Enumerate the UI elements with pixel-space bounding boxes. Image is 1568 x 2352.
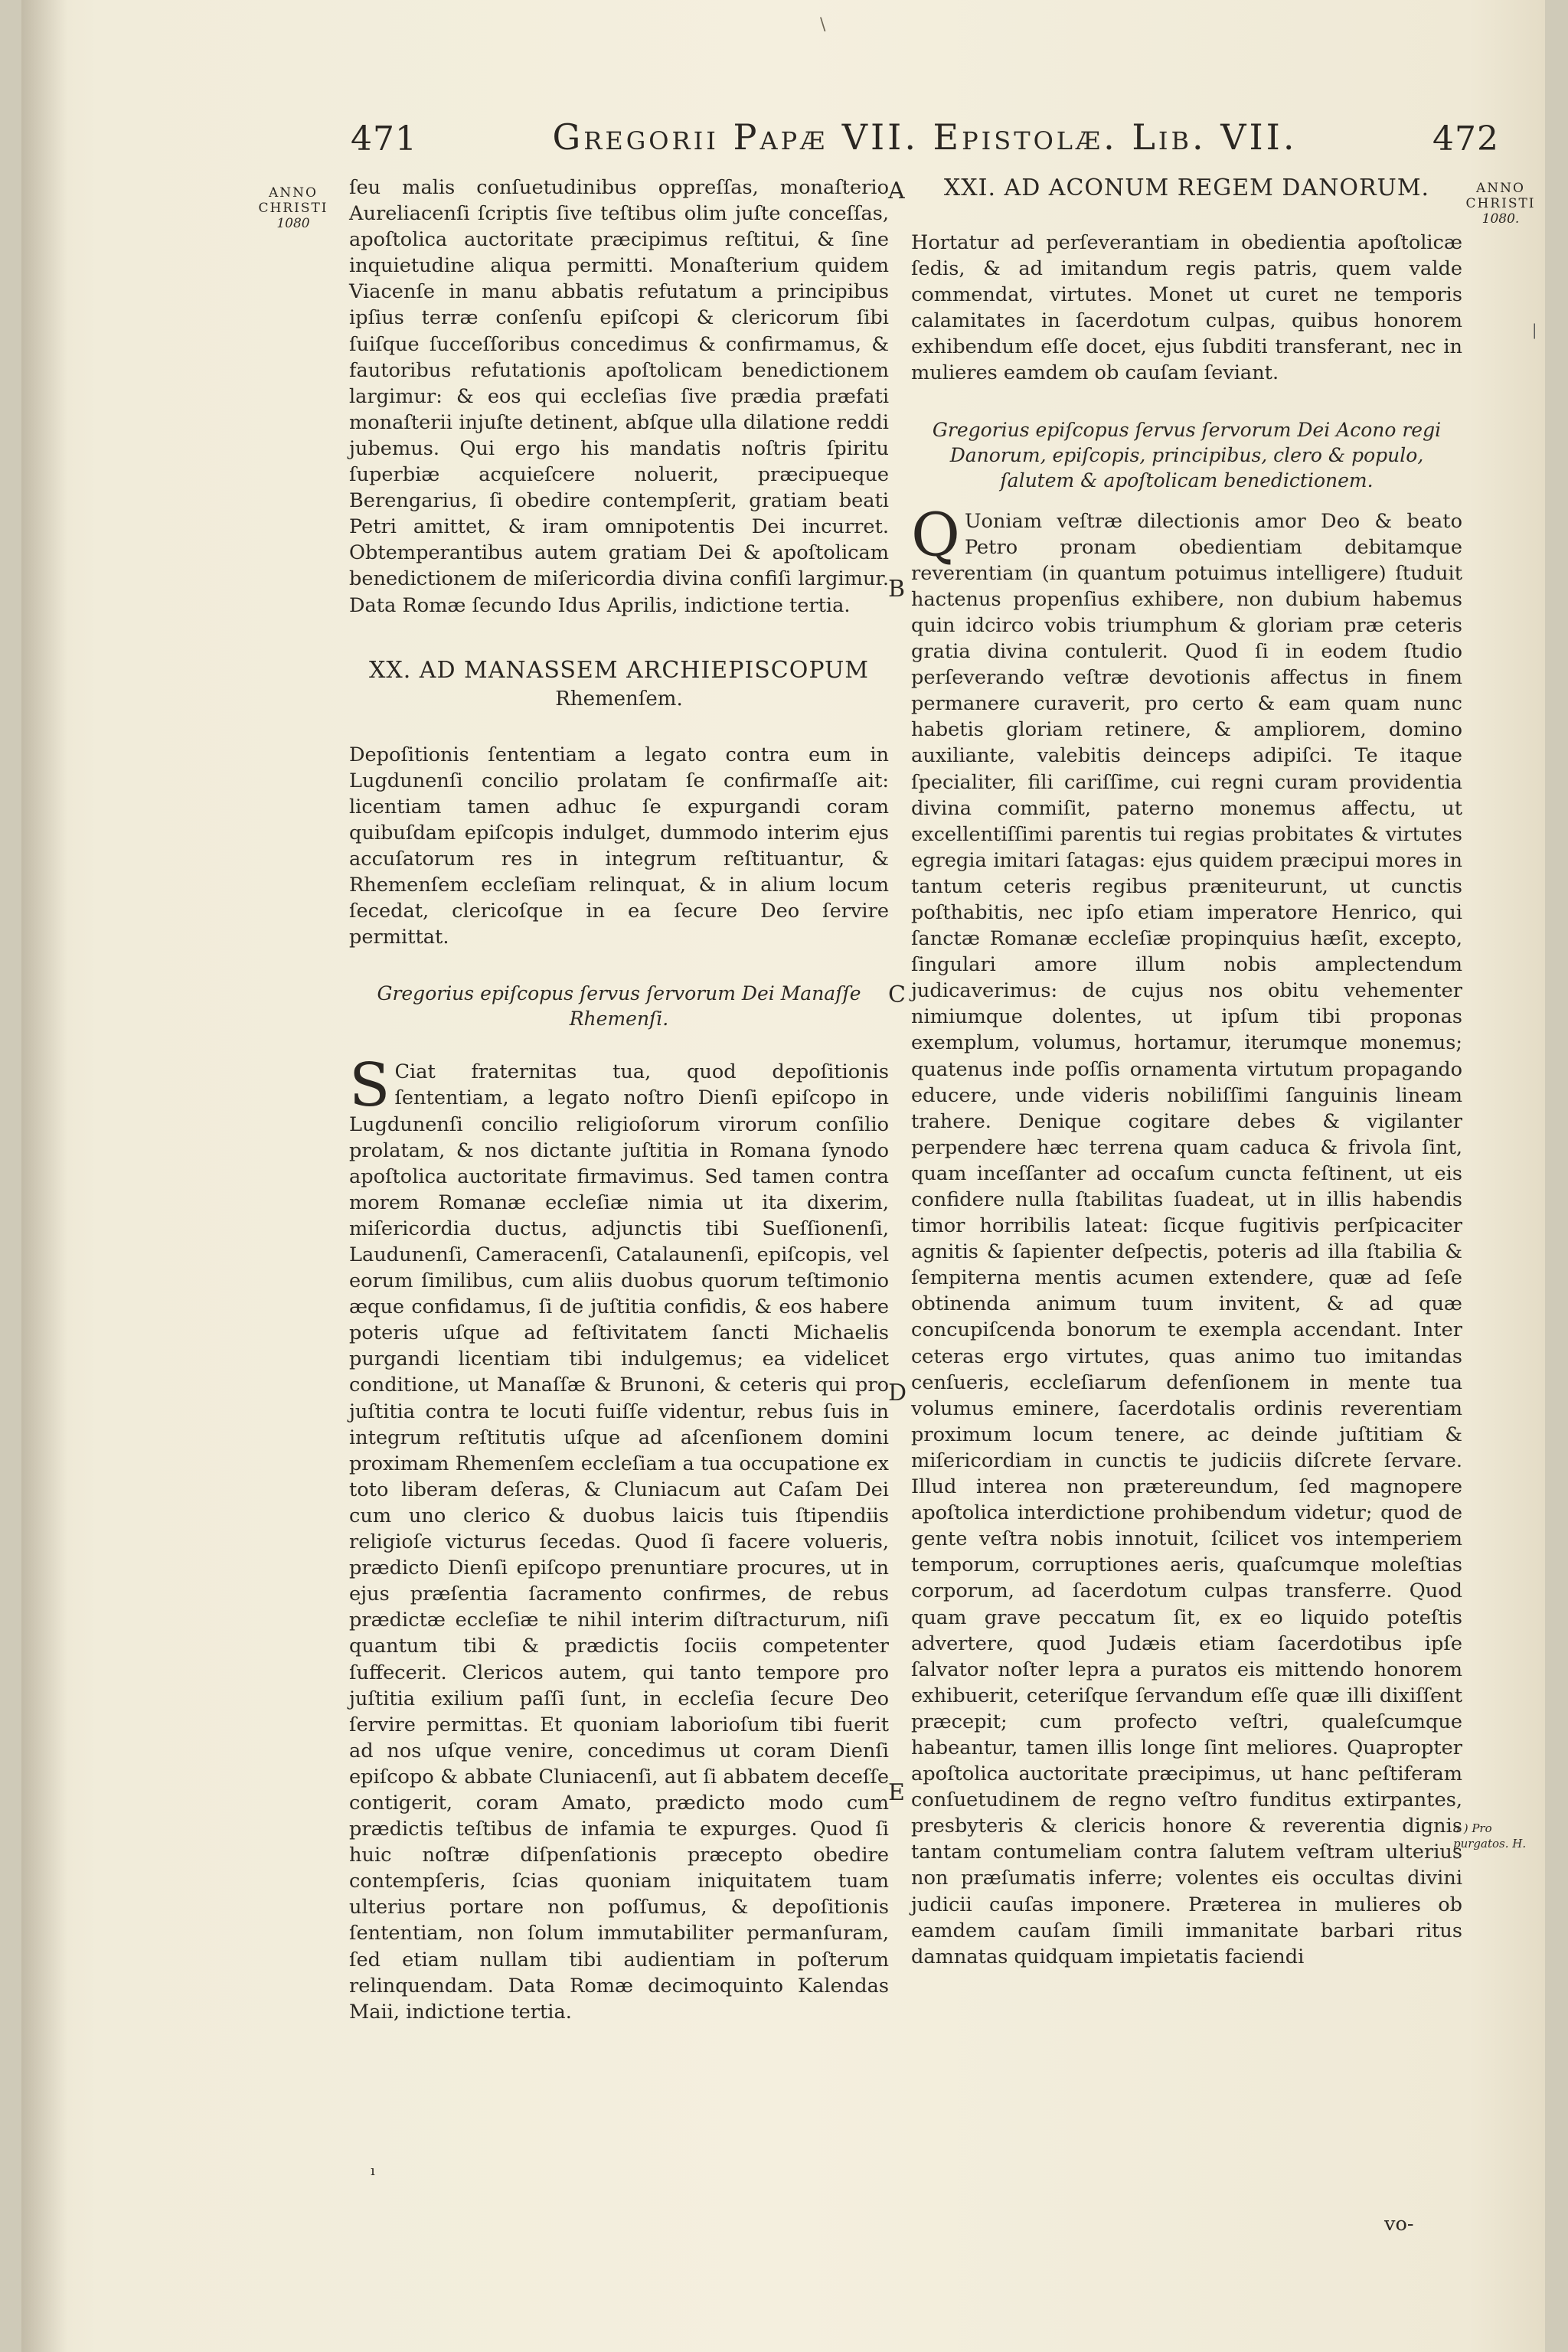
section-letter-e: E xyxy=(888,1779,905,1806)
dropcap-q: Q xyxy=(911,500,960,570)
left-margin-date xyxy=(251,185,335,231)
catchword: vo- xyxy=(1384,2213,1414,2236)
epistle-xx-heading-sub: Rhemenſem. xyxy=(555,687,683,710)
gutter-shadow xyxy=(21,0,67,2352)
left-column xyxy=(349,175,889,2025)
christi-label: CHRISTI xyxy=(258,201,328,216)
christi-label: CHRISTI xyxy=(1465,196,1536,211)
anno-label: ANNO xyxy=(269,185,318,201)
year-label: 1080 xyxy=(276,216,310,231)
epistle-continuation: ſeu malis conſuetudinibus oppreſſas, monaſterio Aureliacenſi ſcriptis ſive teſtibus olim juſte conceſſas, apoſtolica auctoritate præcipimus reſtitui, & ſine inquietudine aliqua permitti. Monaſterium quidem Viacenſe in manu abbatis refutatum a principibus ipſius terræ conſenſu epiſcopi & clericorum ſibi ſuiſque ſucceſſoribus concedimus & confirmamus, & fautoribus refutationis apoſtolicam benedictionem largimur: & eos qui eccleſias ſive prædia præfati monaſterii injuſte detinent, abſque ulla dilatione reddi jubemus. Qui ergo his mandatis noſtris ſpiritu ſuperbiæ acquieſcere noluerit, præcipueque Berengarius, ſi obedire contempſerit, gratiam beati Petri amittet, & iram omnipotentis Dei incurret. Obtemperantibus autem gratiam Dei & apoſtolicam benedictionem de miſericordia divina confiſi largimur. Data Romæ ſecundo Idus Aprilis, indictione tertia. xyxy=(349,176,889,617)
section-letter-b: B xyxy=(888,576,906,603)
right-column xyxy=(911,175,1462,1970)
epistle-xx-heading: XX. AD MANASSEM ARCHIEPISCOPUM xyxy=(369,656,869,684)
right-margin-date xyxy=(1462,181,1539,227)
epistle-xx-text: Ciat fraternitas tua, quod depoſitionis ſententiam, a legato noſtro Dienſi epiſcopo in Lugdunenſi concilio religioſorum virorum conſilio prolatam, & nos dictante juſtitia in Romana ſynodo apoſtolica auctoritate firmavimus. Sed tamen contra morem Romanæ eccleſiæ nimia ut ita dixerim, miſericordia ductus, adjunctis tibi Sueſſionenſi, Laudunenſi, Cameracenſi, Catalaunenſi, epiſcopis, vel eorum ſimilibus, cum aliis duobus quorum teſtimonio æque confidamus, ſi de juſtitia confidis, & eos habere poteris uſque ad feſtivitatem ſancti Michaelis purgandi licentiam tibi indulgemus; ea videlicet conditione, ut Manaſſæ & Brunoni, & ceteris qui pro juſtitia contra te locuti fuiſſe videntur, rebus ſuis in integrum reſtitutis uſque ad aſcenſionem domini proximam Rhemenſem eccleſiam a tua occupatione ex toto liberam deſeras, & Cluniacum aut Caſam Dei cum uno clerico & duobus laicis tuis ſtipendiis religioſe victurus ſecedas. Quod ſi facere volueris, prædicto Dienſi epiſcopo prenuntiare procures, ut in ejus præſentia ſacramento confirmes, de rebus prædictæ eccleſiæ te nihil interim diſtracturum, niſi quantum tibi & prædictis ſociis competenter ſuffecerit. Clericos autem, qui tanto tempore pro juſtitia exilium paſſi ſunt, in eccleſia ſecure Deo ſervire permittas. Et quoniam laborioſum tibi fuerit ad nos uſque venire, concedimus ut coram Dienſi epiſcopo & abbate Cluniacenſi, aut ſi abbatem deceſſe contigerit, coram Amato, prædicto modo cum prædictis teſtibus de infamia te expurges. Quod ſi huic noſtræ diſpenſationis præcepto obedire contempſeris, ſcias quoniam iniquitatem tuam ulterius portare non poſſumus, & depoſitionis ſententiam, non ſolum immutabiliter permanſuram, ſed etiam nullam tibi audientiam in poſterum relinquendam. Data Romæ decimoquinto Kalendas Maii, indictione tertia. xyxy=(349,1060,889,2024)
epistle-xxi-body xyxy=(911,500,1462,1970)
edge-mark: — xyxy=(1525,322,1545,340)
dropcap-s: S xyxy=(349,1051,390,1121)
section-letter-a: A xyxy=(888,178,905,204)
epistle-xxi-text: Uoniam veſtræ dilectionis amor Deo & beato Petro pronam obedientiam debitamque reverentiam (in quantum potuimus intelligere) ſtuduit hactenus propenſius exhibere, non dubium habemus quin idcirco vobis triumphum & gloriam præ ceteris gratia divina contulerit. Quod ſi in eodem ſtudio perſeverando veſtræ devotionis affectus in finem permanere curaverit, pro certo & eam quam nunc habetis gloriam retinere, & ampliorem, domino auxiliante, valebitis deinceps adipiſci. Te itaque ſpecialiter, fili cariſſime, cui regni curam providentia divina commiſit, paterno monemus affectu, ut excellentiſſimi parentis tui regias probitates & virtutes egregia imitari ſatagas: ejus quidem præcipui mores in tantum ceteris regibus præniteurunt, ut cunctis poſthabitis, nec ipſo etiam imperatore Henrico, qui ſanctæ Romanæ eccleſiæ propinquius hæſit, excepto, ſingulari amore illum nobis amplectendum judicaverimus: de cujus nos obitu vehementer nimiumque dolentes, ut ipſum tibi proponas exemplum, volumus, hortamur, iterumque monemus; quatenus inde poſſis ornamenta virtutum propagando educere, unde videris nobiliſſimi ſanguinis lineam trahere. Denique cogitare debes & vigilanter perpendere hæc terrena quam caduca & frivola ſint, quam inceſſanter ad occaſum cuncta feſtinent, ut eis confidere nulla ſtabilitas ſuadeat, ut in illis habendis timor horribilis lateat: ſicque fugitivis perſpicaciter agnitis & ſapienter deſpectis, poteris ad illa ſtabilia & ſempiterna mentis acumen extendere, quæ ad ſeſe obtinenda animum tuum invitent, & ad quæ concupiſcenda bonorum te exempla accendant. Inter ceteras ergo virtutes, quas animo tuo imitandas cenſueris, eccleſiarum defenſionem in mente tua volumus eminere, ſacerdotalis ordinis reverentiam proximum locum tenere, ac deinde juſtitiam & miſericordiam in cunctis te judiciis diſcrete ſervare. Illud interea non prætereundum, ſed magnopere apoſtolica interdictione prohibendum videtur; quod de gente veſtra nobis innotuit, ſcilicet vos intemperiem temporum, corruptiones aeris, quaſcumque moleſtias corporum, ad ſacerdotum culpas transferre. Quod quam grave peccatum ſit, ex eo liquido poteſtis advertere, quod Judæis etiam ſacerdotibus ipſe ſalvator noſter lepra a puratos eis mittendo honorem exhibuerit, ceteriſque ſervandum eſſe quæ illi dixiſſent præcepit; cum profecto veſtri, qualeſcumque habeantur, tamen illis longe ſint meliores. Quapropter apoſtolica auctoritate præcipimus, ut hanc peſtiferam conſuetudinem de regno veſtro funditus extirpantes, presbyteris & clericis honore & reverentia dignis tantam contumeliam contra ſalutem veſtram ulterius non præſumatis inferre; volentes eis occultas divini judicii cauſas imponere. Præterea in mulieres ob eamdem cauſam ſimili immanitate barbari ritus damnatas quidquam impietatis faciendi xyxy=(911,509,1462,1968)
right-page-number: 472 xyxy=(1432,119,1499,158)
epistle-xxi-salutation: Gregorius epiſcopus ſervus ſervorum Dei Acono regi Danorum, epiſcopis, principibus, clero & populo, ſalutem & apoſtolicam benedictionem. xyxy=(932,418,1442,492)
anno-label: ANNO xyxy=(1476,181,1525,196)
spine-mark: \ xyxy=(820,15,826,34)
year-label: 1080. xyxy=(1481,211,1520,227)
running-title: Gregorii Papæ VII. Epistolæ. Lib. VII. xyxy=(552,116,1298,158)
book-page xyxy=(21,0,1545,2352)
epistle-xx-body xyxy=(349,1051,889,2024)
running-header xyxy=(351,115,1499,168)
epistle-xx-summary: Depoſitionis ſententiam a legato contra eum in Lugdunenſi concilio prolatam ſe confirmaſſe ait: licentiam tamen adhuc ſe expurgandi coram quibuſdam epiſcopis indulget, dummodo interim ejus accuſatorum res in integrum reſtituantur, & Rhemenſem eccleſiam relinquat, & in alium locum ſecedat, clericoſque in ea ſecure Deo ſervire permittat. xyxy=(349,743,889,949)
marginal-footnote: a ) Pro purgatos. H. xyxy=(1453,1821,1527,1851)
section-letter-d: D xyxy=(888,1380,907,1406)
epistle-xxi-summary: Hortatur ad perſeverantiam in obedientia apoſtolicæ ſedis, & ad imitandum regis patris, quem valde commendat, virtutes. Monet ut curet ne temporis calamitates in ſacerdotum culpas, quibus honorem exhibendum eſſe docet, ejus ſubditi transferant, nec in mulieres eamdem ob cauſam ſeviant. xyxy=(911,231,1462,385)
left-page-number: 471 xyxy=(351,119,417,158)
margin-tick: ı xyxy=(371,2163,375,2179)
section-letter-c: C xyxy=(888,982,906,1008)
epistle-xxi-heading: XXI. AD ACONUM REGEM DANORUM. xyxy=(943,175,1430,201)
epistle-xx-salutation: Gregorius epiſcopus ſervus ſervorum Dei Manaſſe Rhemenſi. xyxy=(377,982,861,1031)
